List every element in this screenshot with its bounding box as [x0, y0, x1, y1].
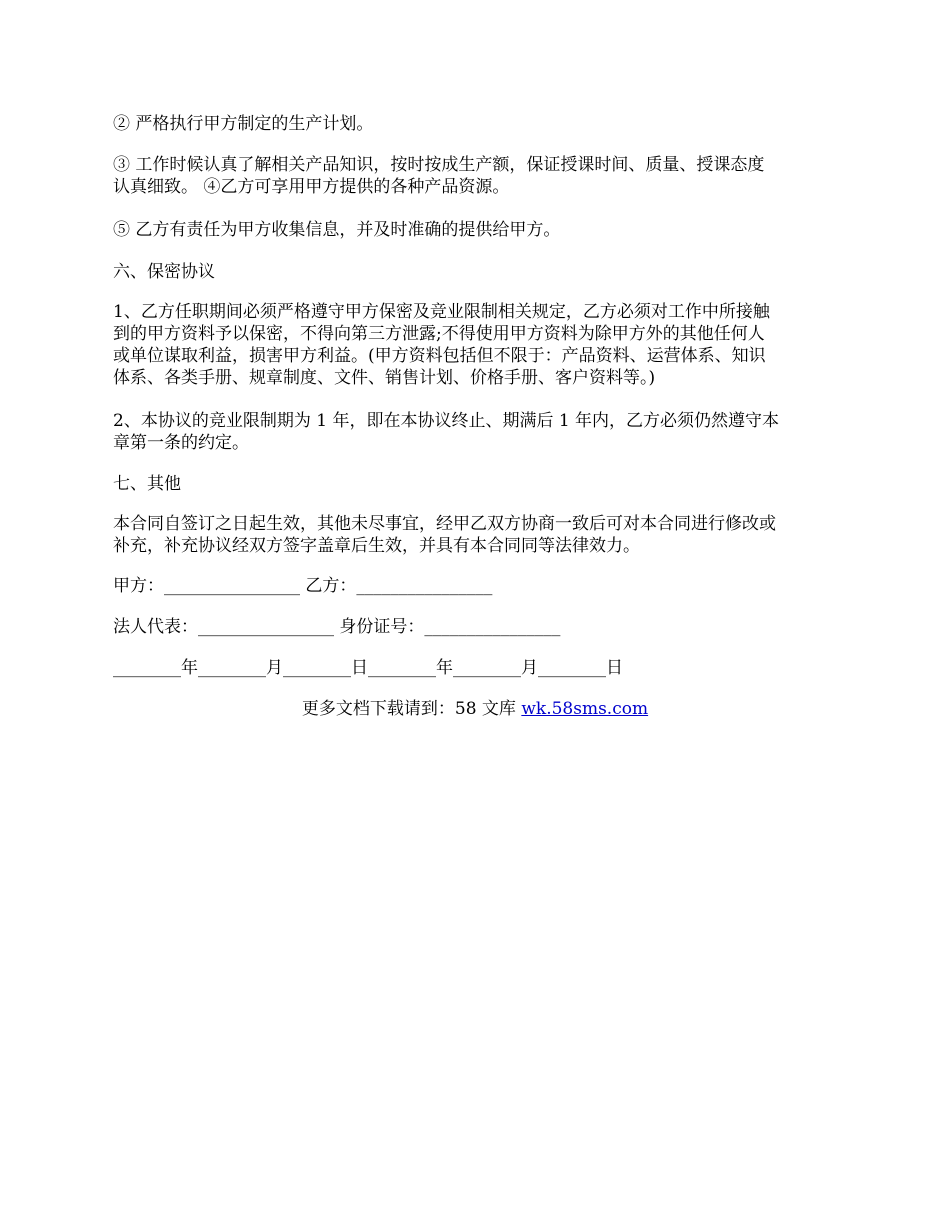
section-heading-other — [113, 473, 840, 495]
text-line: 章第一条的约定。 — [113, 433, 249, 453]
other-clause — [113, 513, 840, 557]
clause-3-4-work-duties — [113, 154, 840, 198]
text-line: 认真细致。 ④乙方可享用甲方提供的各种产品资源。 — [113, 177, 510, 197]
confidentiality-clause-1 — [113, 301, 840, 389]
clause-5-information — [113, 219, 840, 241]
signature-parties — [113, 575, 840, 597]
text-line: 2、本协议的竞业限制期为 1 年，即在本协议终止、期满后 1 年内，乙方必须仍然遵守本 — [113, 411, 780, 431]
text-line: 本合同自签订之日起生效，其他未尽事宜，经甲乙双方协商一致后可对本合同进行修改或 — [113, 514, 776, 534]
section-heading-confidentiality — [113, 261, 840, 283]
section-heading: 六、保密协议 — [113, 262, 215, 282]
signature-representative — [113, 616, 840, 638]
text-line: 体系、各类手册、规章制度、文件、销售计划、价格手册、客户资料等。) — [113, 368, 656, 388]
text-line: 1、乙方任职期间必须严格遵守甲方保密及竞业限制相关规定，乙方必须对工作中所接触 — [113, 302, 770, 322]
text-line: 到的甲方资料予以保密，不得向第三方泄露;不得使用甲方资料为除甲方外的其他任何人 — [113, 324, 765, 344]
date-line: ________年________月________日________年________月________日 — [113, 658, 623, 678]
footer-text: 更多文档下载请到：58 文库 — [301, 699, 522, 719]
section-heading: 七、其他 — [113, 474, 181, 494]
confidentiality-clause-2 — [113, 410, 840, 454]
text-line: ③ 工作时候认真了解相关产品知识，按时按成生产额，保证授课时间、质量、授课态度 — [113, 155, 765, 175]
text-line: ② 严格执行甲方制定的生产计划。 — [113, 114, 374, 134]
text-line: 补充，补充协议经双方签字盖章后生效，并具有本合同同等法律效力。 — [113, 536, 640, 556]
clause-2-production-plan — [113, 113, 840, 135]
signature-dates — [113, 657, 840, 679]
signature-line: 法人代表：________________ 身份证号：________________ — [113, 617, 561, 637]
text-line: 或单位谋取利益，损害甲方利益。(甲方资料包括但不限于：产品资料、运营体系、知识 — [113, 346, 766, 366]
text-line: ⑤ 乙方有责任为甲方收集信息，并及时准确的提供给甲方。 — [113, 220, 561, 240]
footer-link[interactable]: wk.58sms.com — [521, 699, 649, 719]
download-footer — [0, 698, 950, 720]
signature-line: 甲方：________________ 乙方：________________ — [113, 576, 493, 596]
